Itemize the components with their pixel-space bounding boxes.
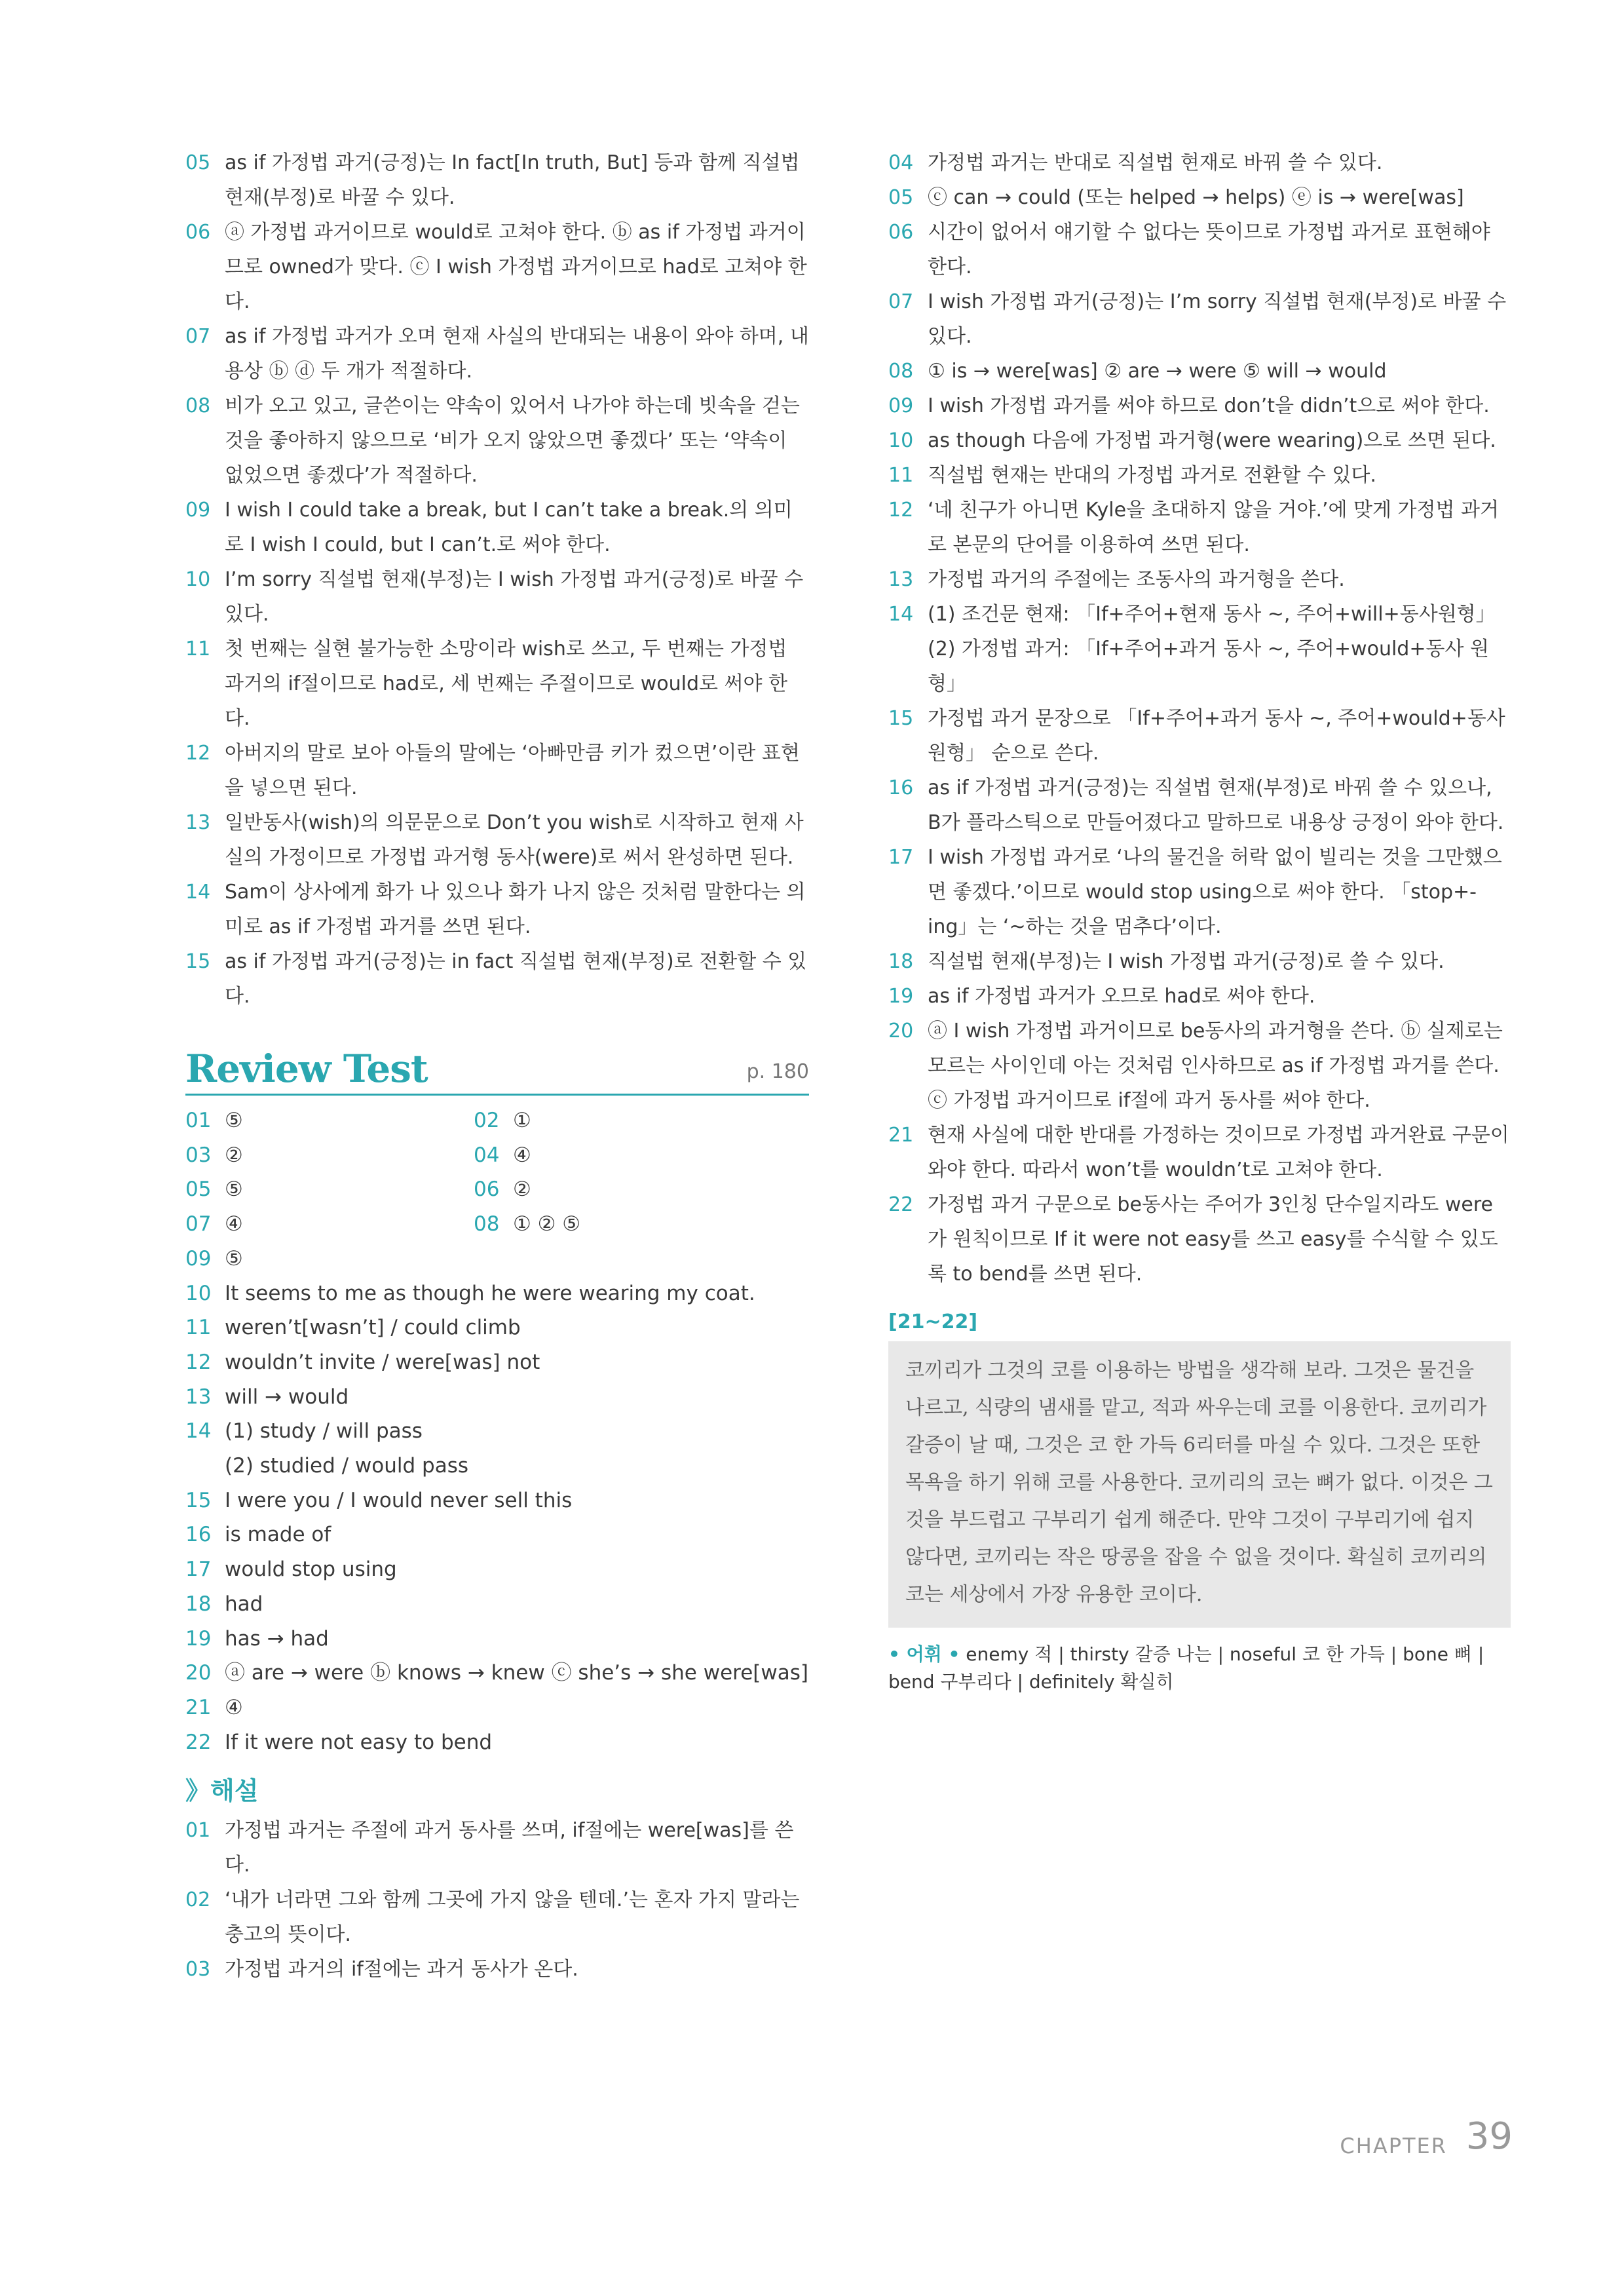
explanation-item — [185, 944, 809, 1014]
explanation-item — [185, 493, 809, 562]
item-number: 10 — [185, 568, 211, 591]
answer-item — [185, 1276, 809, 1311]
item-number: 19 — [888, 985, 914, 1008]
item-number: 15 — [185, 1488, 212, 1512]
explanation-item — [185, 875, 809, 944]
item-number: 09 — [185, 1246, 212, 1271]
item-number: 16 — [888, 776, 914, 799]
item-text: had — [225, 1592, 263, 1616]
explanation-item — [888, 458, 1511, 493]
item-text: weren’t[wasn’t] / could climb — [225, 1316, 521, 1340]
item-number: 18 — [888, 950, 914, 973]
item-text: would stop using — [225, 1558, 397, 1582]
item-text: 첫 번째는 실현 불가능한 소망이라 wish로 쓰고, 두 번째는 가정법 과거의 if절이므로 had로, 세 번째는 주절이므로 would로 써야 한다. — [225, 638, 788, 730]
item-number: 21 — [888, 1124, 914, 1147]
explanation-item — [888, 632, 1511, 701]
item-text: as though 다음에 가정법 과거형(were wearing)으로 쓰면 된다. — [928, 429, 1496, 452]
answer-item — [474, 1172, 762, 1207]
left-column — [185, 145, 809, 1987]
item-number: 06 — [185, 221, 211, 244]
item-number: 01 — [185, 1819, 211, 1843]
item-text: ⑤ — [225, 1177, 243, 1202]
item-number: 15 — [185, 950, 211, 973]
explanation-item — [185, 145, 809, 215]
explanation-item — [888, 493, 1511, 562]
item-number: 02 — [474, 1109, 500, 1132]
answer-grid — [185, 1103, 809, 1242]
item-text: 시간이 없어서 얘기할 수 없다는 뜻이므로 가정법 과거로 표현해야 한다. — [928, 221, 1490, 278]
item-text: I wish 가정법 과거를 써야 하므로 don’t을 didn’t으로 써야 한다. — [928, 394, 1490, 417]
item-number: 08 — [474, 1212, 500, 1236]
item-text: 현재 사실에 대한 반대를 가정하는 것이므로 가정법 과거완료 구문이 와야 한다. 따라서 won’t를 wouldn’t로 고쳐야 한다. — [928, 1124, 1509, 1181]
item-text: 가정법 과거는 주절에 과거 동사를 쓰며, if절에는 were[was]를 쓴다. — [225, 1819, 794, 1877]
item-number: 09 — [185, 499, 211, 522]
chapter-label: CHAPTER — [1340, 2133, 1447, 2158]
item-number: 05 — [888, 186, 914, 209]
item-number: 14 — [888, 603, 914, 626]
answer-item — [185, 1311, 809, 1345]
answer-item — [185, 1725, 809, 1760]
item-text: 가정법 과거는 반대로 직설법 현재로 바꿔 쓸 수 있다. — [928, 151, 1383, 174]
explanation-item — [888, 1118, 1511, 1187]
explanation-item — [185, 1813, 809, 1883]
explanation-item — [888, 1014, 1511, 1118]
answer-item — [185, 1622, 809, 1656]
item-number: 04 — [474, 1143, 500, 1167]
item-text: Sam이 상사에게 화가 나 있으나 화가 나지 않은 것처럼 말한다는 의미로 as if 가정법 과거를 쓰면 된다. — [225, 881, 806, 938]
item-number: 01 — [185, 1109, 212, 1132]
explanation-item — [185, 736, 809, 805]
item-number: 14 — [185, 881, 211, 904]
explanation-item — [185, 319, 809, 389]
item-text: as if 가정법 과거(긍정)는 직설법 현재(부정)로 바꿔 쓸 수 있으나, B가 플라스틱으로 만들어졌다고 말하므로 내용상 긍정이 와야 한다. — [928, 776, 1504, 834]
explanation-item — [888, 979, 1511, 1014]
item-text: I’m sorry 직설법 현재(부정)는 I wish 가정법 과거(긍정)로 바꿀 수 있다. — [225, 568, 804, 626]
explanation-item — [185, 1952, 809, 1987]
explanations-continued — [185, 145, 809, 1014]
vocabulary-label: • 어휘 • — [888, 1643, 960, 1665]
item-text: ⓐ 가정법 과거이므로 would로 고쳐야 한다. ⓑ as if 가정법 과거이므로 owned가 맞다. ⓒ I wish 가정법 과거이므로 had로 고쳐야 한다. — [225, 221, 807, 313]
item-text: wouldn’t invite / were[was] not — [225, 1350, 540, 1374]
item-number: 22 — [888, 1193, 914, 1216]
right-column — [888, 145, 1511, 1696]
answer-item — [185, 1518, 809, 1552]
explanation-item — [888, 215, 1511, 284]
answer-item — [185, 1656, 809, 1691]
explanation-item — [888, 389, 1511, 423]
explanation-item — [888, 284, 1511, 354]
explanations-right — [888, 145, 1511, 1292]
explanation-item — [185, 562, 809, 632]
item-text: is made of — [225, 1523, 331, 1547]
answer-item — [185, 1449, 809, 1483]
item-number: 05 — [185, 151, 211, 174]
item-number: 14 — [185, 1419, 212, 1444]
explanation-heading: 》해설 — [185, 1776, 259, 1806]
item-number: 21 — [185, 1695, 212, 1719]
answer-list — [185, 1242, 809, 1760]
item-text: I were you / I would never sell this — [225, 1488, 573, 1512]
explanation-item — [888, 354, 1511, 389]
answer-item — [185, 1483, 809, 1518]
item-number: 08 — [888, 360, 914, 383]
answer-item — [185, 1138, 474, 1173]
item-text: as if 가정법 과거가 오므로 had로 써야 한다. — [928, 985, 1315, 1008]
item-text: 가정법 과거 구문으로 be동사는 주어가 3인칭 단수일지라도 were가 원칙이므로 If it were not easy를 쓰고 easy를 수식할 수 있도록 to bend를 쓰면 된다. — [928, 1193, 1498, 1286]
passage-label: [21~22] — [888, 1311, 978, 1333]
item-text: It seems to me as though he were wearing my coat. — [225, 1281, 755, 1305]
item-number: 13 — [185, 811, 211, 834]
explanation-item — [185, 632, 809, 736]
item-text: ① ② ⑤ — [513, 1212, 581, 1236]
item-number: 12 — [185, 1350, 212, 1374]
answer-item — [185, 1207, 474, 1242]
answer-item — [185, 1380, 809, 1415]
answer-item — [185, 1172, 474, 1207]
explanation-item — [185, 805, 809, 875]
item-text: (1) 조건문 현재: 「If+주어+현재 동사 ~, 주어+will+동사원형」 — [928, 603, 1496, 626]
item-number: 19 — [185, 1626, 212, 1651]
item-text: (2) 가정법 과거: 「If+주어+과거 동사 ~, 주어+would+동사 원형」 — [928, 638, 1489, 695]
item-text: I wish I could take a break, but I can’t take a break.의 의미로 I wish I could, but I can’t.로 써야 한다. — [225, 499, 793, 556]
answer-item — [185, 1345, 809, 1380]
item-text: ‘내가 너라면 그와 함께 그곳에 가지 않을 텐데.’는 혼자 가지 말라는 충고의 뜻이다. — [225, 1888, 800, 1947]
answer-item — [185, 1691, 809, 1725]
item-number: 02 — [185, 1888, 211, 1912]
item-number: 09 — [888, 394, 914, 417]
item-number: 07 — [888, 290, 914, 313]
explanations-list — [185, 1813, 809, 1987]
item-text: as if 가정법 과거(긍정)는 In fact[In truth, But] 등과 함께 직설법 현재(부정)로 바꿀 수 있다. — [225, 151, 800, 209]
answer-item — [185, 1242, 809, 1276]
explanation-item — [185, 215, 809, 319]
item-number: 12 — [888, 499, 914, 522]
item-text: 가정법 과거의 if절에는 과거 동사가 온다. — [225, 1958, 578, 1981]
answer-key — [185, 1103, 809, 1759]
item-number: 03 — [185, 1958, 211, 1981]
item-number: 06 — [474, 1177, 500, 1202]
item-text: If it were not easy to bend — [225, 1730, 493, 1754]
item-number: 11 — [185, 1316, 212, 1340]
explanation-item — [888, 423, 1511, 458]
item-number: 15 — [888, 707, 914, 730]
item-text: I wish 가정법 과거로 ‘나의 물건을 허락 없이 빌리는 것을 그만했으면 좋겠다.’이므로 would stop using으로 써야 한다. 「stop+-ing」는 ‘~하는 것을 멈추다’이다. — [928, 846, 1502, 938]
page-reference: p. 180 — [746, 1060, 809, 1083]
item-text: ④ — [513, 1143, 531, 1167]
item-number: 16 — [185, 1523, 212, 1547]
item-text: (2) studied / would pass — [225, 1454, 468, 1478]
translation-passage: 코끼리가 그것의 코를 이용하는 방법을 생각해 보라. 그것은 물건을 나르고, 식량의 냄새를 맡고, 적과 싸우는데 코를 이용한다. 코끼리가 갈증이 날 때, 그것은 코 한 가득 6리터를 마실 수 있다. 그것은 또한 목욕을 하기 위해 코를 사용한다. 코끼리의 코는 뼈가 없다. 이것은 그것을 부드럽고 구부리기 쉽게 해준다. 만약 그것이 구부리기에 쉽지 않다면, 코끼리는 작은 땅콩을 잡을 수 없을 것이다. 확실히 코끼리의 코는 세상에서 가장 유용한 코이다. — [888, 1341, 1511, 1628]
explanation-item — [888, 1187, 1511, 1292]
item-text: ‘네 친구가 아니면 Kyle을 초대하지 않을 거야.’에 맞게 가정법 과거로 본문의 단어를 이용하여 쓰면 된다. — [928, 499, 1499, 556]
item-number: 07 — [185, 325, 211, 348]
item-text: 비가 오고 있고, 글쓴이는 약속이 있어서 나가야 하는데 빗속을 걷는 것을 좋아하지 않으므로 ‘비가 오지 않았으면 좋겠다’ 또는 ‘약속이 없었으면 좋겠다’가 적절하다. — [225, 394, 800, 487]
item-text: ⑤ — [225, 1109, 243, 1132]
item-text: has → had — [225, 1626, 329, 1651]
item-text: ⓒ can → could (또는 helped → helps) ⓔ is → were[was] — [928, 186, 1464, 209]
explanation-item — [888, 771, 1511, 840]
item-text: 직설법 현재(부정)는 I wish 가정법 과거(긍정)로 쓸 수 있다. — [928, 950, 1445, 973]
item-number: 18 — [185, 1592, 212, 1616]
item-number: 07 — [185, 1212, 212, 1236]
item-text: 일반동사(wish)의 의문문으로 Don’t you wish로 시작하고 현재 사실의 가정이므로 가정법 과거형 동사(were)로 써서 완성하면 된다. — [225, 811, 804, 869]
explanation-item — [888, 597, 1511, 632]
item-number: 04 — [888, 151, 914, 174]
item-text: ② — [513, 1177, 531, 1202]
item-number: 17 — [185, 1558, 212, 1582]
item-number: 17 — [888, 846, 914, 869]
explanation-item — [888, 180, 1511, 215]
item-number: 06 — [888, 221, 914, 244]
item-number: 10 — [888, 429, 914, 452]
item-number: 11 — [888, 464, 914, 487]
item-text: 아버지의 말로 보아 아들의 말에는 ‘아빠만큼 키가 컸으면’이란 표현을 넣으면 된다. — [225, 742, 800, 799]
item-number: 13 — [185, 1385, 212, 1409]
item-number: 20 — [185, 1661, 212, 1685]
item-number: 12 — [185, 742, 211, 765]
item-text: 직설법 현재는 반대의 가정법 과거로 전환할 수 있다. — [928, 464, 1376, 487]
item-number: 03 — [185, 1143, 212, 1167]
item-text: ② — [225, 1143, 243, 1167]
item-text: ① is → were[was] ② are → were ⑤ will → would — [928, 360, 1387, 383]
item-number: 22 — [185, 1730, 212, 1754]
answer-item — [185, 1552, 809, 1587]
item-text: (1) study / will pass — [225, 1419, 423, 1444]
item-number: 10 — [185, 1281, 212, 1305]
item-text: 가정법 과거 문장으로 「If+주어+과거 동사 ~, 주어+would+동사 원형」 순으로 쓴다. — [928, 707, 1505, 765]
vocabulary-note — [888, 1641, 1511, 1696]
page-number: 39 — [1465, 2115, 1513, 2158]
item-text: ④ — [225, 1212, 243, 1236]
item-text: ① — [513, 1109, 531, 1132]
answer-item — [474, 1207, 762, 1242]
explanation-item — [185, 1883, 809, 1952]
answer-item — [474, 1103, 762, 1138]
item-text: as if 가정법 과거(긍정)는 in fact 직설법 현재(부정)로 전환할 수 있다. — [225, 950, 807, 1008]
item-text: 가정법 과거의 주절에는 조동사의 과거형을 쓴다. — [928, 568, 1345, 591]
item-number: 13 — [888, 568, 914, 591]
item-text: ⓐ I wish 가정법 과거이므로 be동사의 과거형을 쓴다. ⓑ 실제로는 모르는 사이인데 아는 것처럼 인사하므로 as if 가정법 과거를 쓴다. ⓒ 가정법 과거이므로 if절에 과거 동사를 써야 한다. — [928, 1020, 1503, 1112]
vocabulary-text: enemy 적 | thirsty 갈증 나는 | noseful 코 한 가득 | bone 뼈 | bend 구부리다 | definitely 확실히 — [888, 1643, 1484, 1693]
answer-item — [185, 1587, 809, 1622]
explanation-item — [185, 389, 809, 493]
explanation-item — [888, 562, 1511, 597]
explanation-item — [888, 840, 1511, 944]
item-text: ⑤ — [225, 1246, 243, 1271]
answer-item — [185, 1414, 809, 1449]
item-text: as if 가정법 과거가 오며 현재 사실의 반대되는 내용이 와야 하며, 내용상 ⓑ ⓓ 두 개가 적절하다. — [225, 325, 809, 383]
item-text: ⓐ are → were ⓑ knows → knew ⓒ she’s → she were[was] — [225, 1661, 808, 1685]
item-number: 20 — [888, 1020, 914, 1043]
item-text: will → would — [225, 1385, 349, 1409]
review-test-title: Review Test — [185, 1046, 428, 1091]
explanation-item — [888, 701, 1511, 771]
item-number: 08 — [185, 394, 211, 417]
answer-item — [474, 1138, 762, 1173]
explanation-item — [888, 944, 1511, 979]
item-text: I wish 가정법 과거(긍정)는 I’m sorry 직설법 현재(부정)로 바꿀 수 있다. — [928, 290, 1507, 348]
review-test-header — [185, 1039, 809, 1096]
item-number: 05 — [185, 1177, 212, 1202]
explanation-item — [888, 145, 1511, 180]
answer-item — [185, 1103, 474, 1138]
item-number: 11 — [185, 638, 211, 660]
item-text: ④ — [225, 1695, 243, 1719]
